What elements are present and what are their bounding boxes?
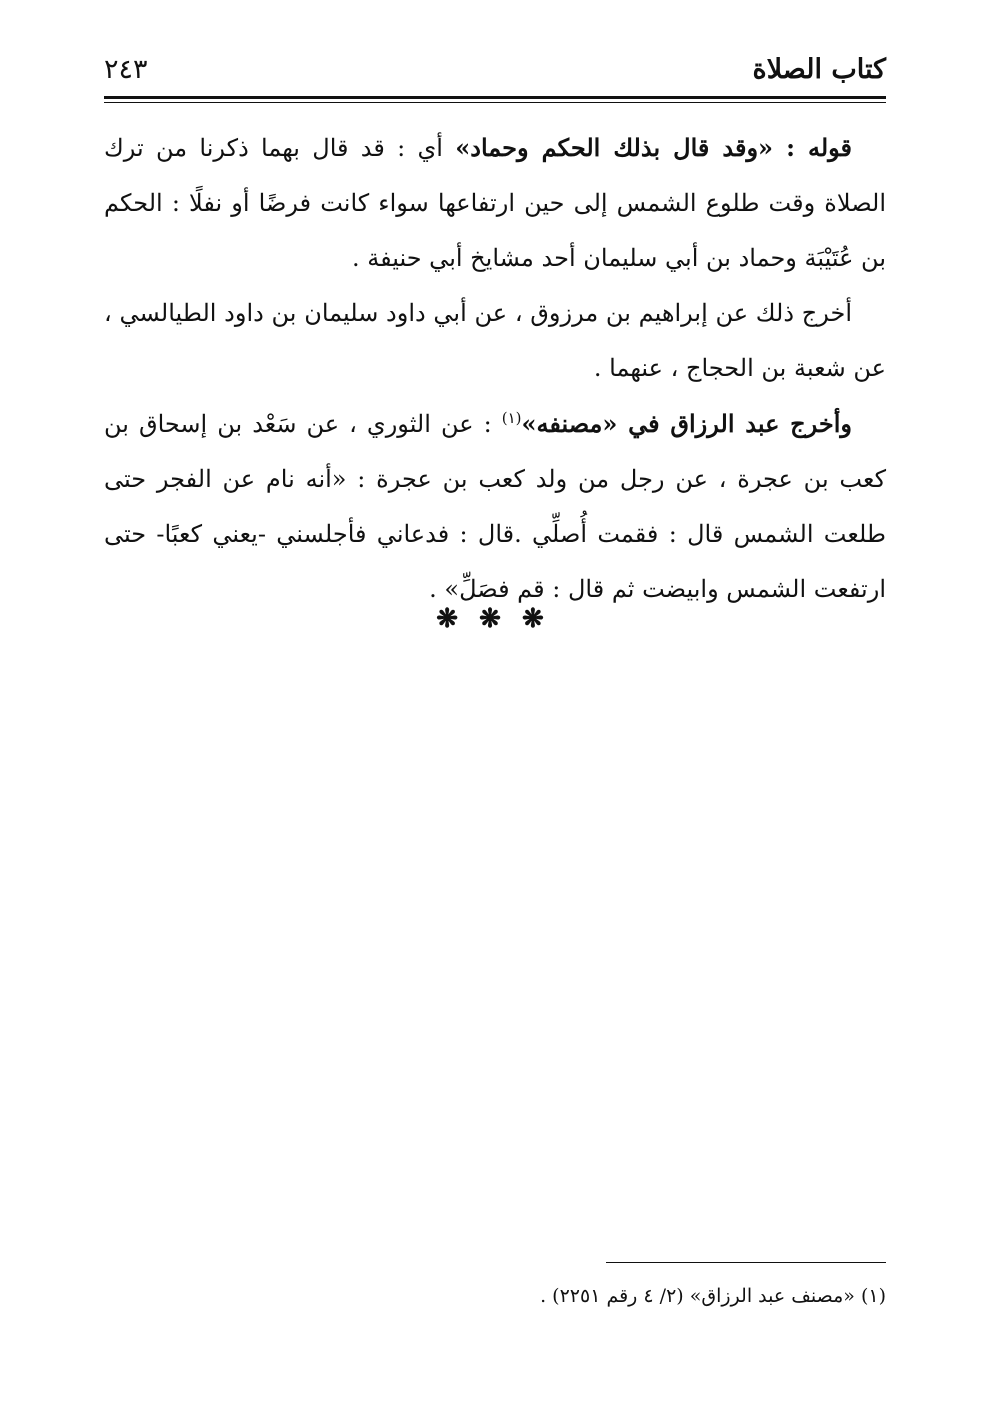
paragraph-1-text: أي : قد قال بهما ذكرنا من ترك الصلاة وقت طلوع الشمس إلى حين ارتفاعها سواء كانت فرضًا أو نفلًا : الحكم بن عُتَيْبَة وحماد بن أبي سليمان أحد مشايخ أبي حنيفة . — [104, 134, 886, 272]
footnote-rule — [606, 1262, 886, 1263]
page-number: ٢٤٣ — [104, 54, 148, 85]
footnote: (١) «مصنف عبد الرزاق» (٢/ ٤ رقم ٢٢٥١) . — [540, 1285, 886, 1307]
header-rule-thin — [104, 102, 886, 103]
paragraph-3-lead: وأخرج عبد الرزاق في «مصنفه» — [521, 409, 853, 438]
paragraph-3-text: : عن الثوري ، عن سَعْد بن إسحاق بن كعب بن عجرة ، عن رجل من ولد كعب بن عجرة : «أنه نام عن الفجر حتى طلعت الشمس قال : فقمت أُصلِّي .قال : فدعاني فأجلسني -يعني كعبًا- حتى ارتفعت الشمس وابيضت ثم قال : قم فصَلِّ» . — [104, 410, 886, 603]
header-rule — [104, 96, 886, 99]
footnote-reference: (١) — [501, 409, 522, 427]
page-header — [104, 50, 886, 90]
paragraph-3 — [104, 396, 886, 617]
main-text — [104, 120, 886, 617]
book-title: كتاب الصلاة — [752, 54, 886, 85]
paragraph-1-lead: قوله : «وقد قال بذلك الحكم وحماد» — [455, 133, 853, 162]
section-separator: ❋ ❋ ❋ — [436, 604, 550, 634]
paragraph-2 — [104, 286, 886, 396]
paragraph-1 — [104, 120, 886, 286]
paragraph-2-text: أخرج ذلك عن إبراهيم بن مرزوق ، عن أبي داود سليمان بن داود الطيالسي ، عن شعبة بن الحجاج ، عنهما . — [104, 299, 886, 382]
